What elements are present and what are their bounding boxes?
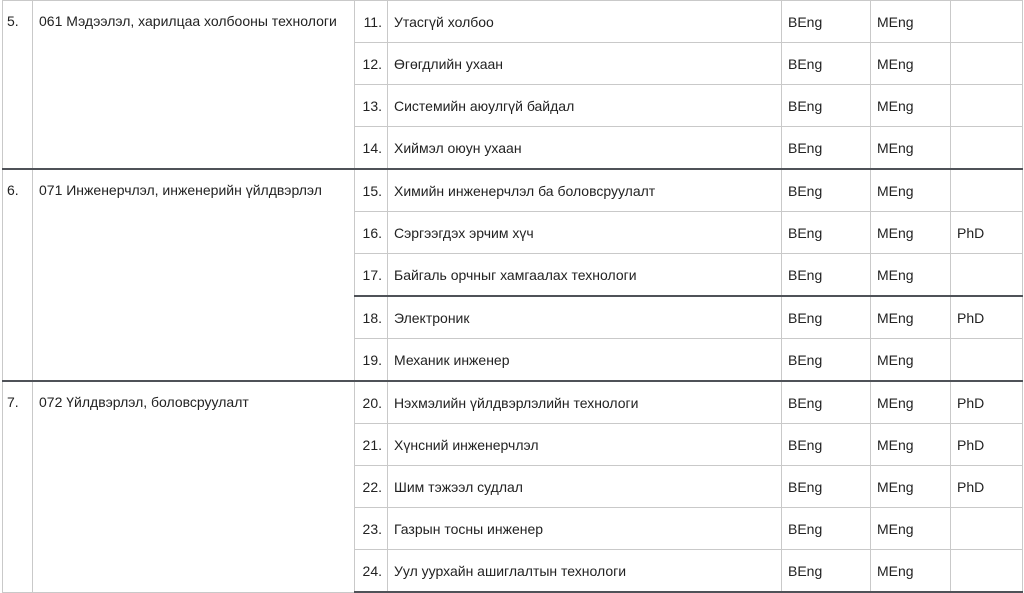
program-name: Электроник [388,296,782,339]
program-number: 21. [355,424,388,466]
degree-master: MEng [871,85,951,127]
programs-table [2,0,1023,593]
degree-master: MEng [871,127,951,170]
degree-master: MEng [871,254,951,297]
degree-bachelor: BEng [782,127,871,170]
group-name: 072 Үйлдвэрлэл, боловсруулалт [33,381,355,592]
degree-doctorate [951,85,1023,127]
program-number: 18. [355,296,388,339]
program-number: 23. [355,508,388,550]
degree-master: MEng [871,1,951,43]
program-number: 20. [355,381,388,424]
program-number: 12. [355,43,388,85]
degree-doctorate [951,254,1023,297]
group-name: 061 Мэдээлэл, харилцаа холбооны технологи [33,1,355,170]
program-number: 22. [355,466,388,508]
degree-doctorate [951,1,1023,43]
program-number: 17. [355,254,388,297]
degree-doctorate [951,339,1023,382]
program-name: Сэргээгдэх эрчим хүч [388,212,782,254]
group-name: 071 Инженерчлэл, инженерийн үйлдвэрлэл [33,169,355,381]
program-name: Хиймэл оюун ухаан [388,127,782,170]
table-row [3,381,1023,424]
degree-doctorate [951,508,1023,550]
group-number: 5. [3,1,33,170]
program-number: 13. [355,85,388,127]
degree-master: MEng [871,424,951,466]
program-name: Системийн аюулгүй байдал [388,85,782,127]
degree-doctorate [951,127,1023,170]
degree-master: MEng [871,339,951,382]
program-name: Өгөгдлийн ухаан [388,43,782,85]
program-number: 15. [355,169,388,212]
degree-master: MEng [871,508,951,550]
degree-doctorate: PhD [951,212,1023,254]
degree-doctorate: PhD [951,424,1023,466]
degree-bachelor: BEng [782,508,871,550]
degree-bachelor: BEng [782,550,871,593]
degree-doctorate [951,550,1023,593]
program-name: Хүнсний инженерчлэл [388,424,782,466]
table-row [3,1,1023,43]
program-name: Нэхмэлийн үйлдвэрлэлийн технологи [388,381,782,424]
program-number: 24. [355,550,388,593]
degree-master: MEng [871,550,951,593]
degree-doctorate: PhD [951,466,1023,508]
degree-bachelor: BEng [782,381,871,424]
table-row [3,169,1023,212]
degree-bachelor: BEng [782,339,871,382]
program-number: 19. [355,339,388,382]
degree-bachelor: BEng [782,254,871,297]
program-number: 11. [355,1,388,43]
program-name: Уул уурхайн ашиглалтын технологи [388,550,782,593]
programs-table-body [3,1,1023,593]
degree-bachelor: BEng [782,43,871,85]
degree-bachelor: BEng [782,424,871,466]
degree-bachelor: BEng [782,466,871,508]
program-number: 16. [355,212,388,254]
degree-bachelor: BEng [782,1,871,43]
group-number: 6. [3,169,33,381]
degree-bachelor: BEng [782,85,871,127]
group-number: 7. [3,381,33,592]
degree-master: MEng [871,169,951,212]
program-name: Механик инженер [388,339,782,382]
degree-bachelor: BEng [782,296,871,339]
degree-doctorate [951,169,1023,212]
degree-doctorate: PhD [951,296,1023,339]
program-number: 14. [355,127,388,170]
degree-master: MEng [871,296,951,339]
program-name: Шим тэжээл судлал [388,466,782,508]
degree-doctorate [951,43,1023,85]
degree-bachelor: BEng [782,169,871,212]
degree-master: MEng [871,43,951,85]
program-name: Газрын тосны инженер [388,508,782,550]
program-name: Химийн инженерчлэл ба боловсруулалт [388,169,782,212]
degree-master: MEng [871,381,951,424]
program-name: Байгаль орчныг хамгаалах технологи [388,254,782,297]
degree-master: MEng [871,466,951,508]
program-name: Утасгүй холбоо [388,1,782,43]
degree-bachelor: BEng [782,212,871,254]
degree-master: MEng [871,212,951,254]
degree-doctorate: PhD [951,381,1023,424]
